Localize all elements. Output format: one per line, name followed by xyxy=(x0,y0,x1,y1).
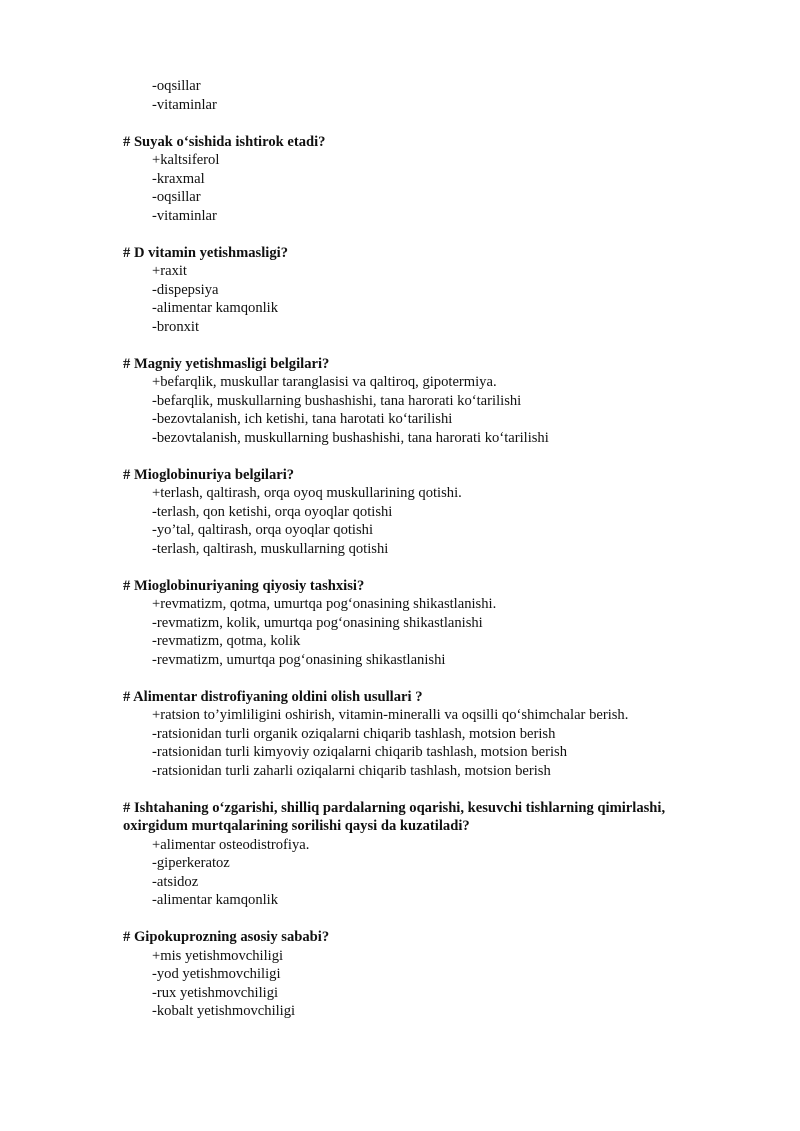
answer-option: -kraxmal xyxy=(152,170,205,187)
answer-option: +raxit xyxy=(152,263,187,279)
answer-option: -revmatizm, qotma, kolik xyxy=(152,633,301,649)
answer-option: -yod yetishmovchiligi xyxy=(152,966,281,982)
question-text: # D vitamin yetishmasligi? xyxy=(123,244,288,261)
answer-option: -dispepsiya xyxy=(152,281,219,298)
question-text: # Suyak o‘sishida ishtirok etadi? xyxy=(123,133,326,150)
answer-option: -yo’tal, qaltirash, orqa oyoqlar qotishi xyxy=(152,522,374,538)
question-text: # Gipokuprozning asosiy sababi? xyxy=(123,929,330,945)
answer-option: -ratsionidan turli organik oziqalarni chiqarib tashlash, motsion berish xyxy=(152,725,556,742)
answer-option: -ratsionidan turli kimyoviy oziqalarni chiqarib tashlash, motsion berish xyxy=(152,744,568,760)
answer-option: +kaltsiferol xyxy=(152,152,220,168)
answer-option: -terlash, qon ketishi, orqa oyoqlar qotishi xyxy=(152,503,393,520)
answer-option: -alimentar kamqonlik xyxy=(152,300,279,316)
answer-option: -terlash, qaltirash, muskullarning qotishi xyxy=(152,540,389,557)
question-text: # Alimentar distrofiyaning oldini olish usullari ? xyxy=(123,688,423,705)
answer-option: +mis yetishmovchiligi xyxy=(152,947,284,964)
answer-option: -revmatizm, umurtqa pog‘onasining shikastlanishi xyxy=(152,651,446,668)
answer-option: -giperkeratoz xyxy=(152,855,230,871)
question-text: # Ishtahaning o‘zgarishi, shilliq pardalarning oqarishi, kesuvchi tishlarning qimirlashi, xyxy=(123,799,666,816)
question-text: # Mioglobinuriyaning qiyosiy tashxisi? xyxy=(123,577,365,594)
answer-option: -bronxit xyxy=(152,318,200,335)
answer-option: +alimentar osteodistrofiya. xyxy=(152,836,310,853)
answer-option: -bezovtalanish, ich ketishi, tana harotati ko‘tarilishi xyxy=(152,411,453,427)
question-text: oxirgidum murtqalarining sorilishi qaysi da kuzatiladi? xyxy=(123,818,470,834)
answer-option: -revmatizm, kolik, umurtqa pog‘onasining shikastlanishi xyxy=(152,614,483,631)
answer-option: -vitaminlar xyxy=(152,96,217,113)
answer-option: +ratsion to’yimliligini oshirish, vitamin-mineralli va oqsilli qo‘shimchalar berish. xyxy=(152,707,629,723)
answer-option: -ratsionidan turli zaharli oziqalarni chiqarib tashlash, motsion berish xyxy=(152,762,551,779)
answer-option: -oqsillar xyxy=(152,189,201,205)
answer-option: +revmatizm, qotma, umurtqa pog‘onasining shikastlanishi. xyxy=(152,596,497,612)
answer-option: -rux yetishmovchiligi xyxy=(152,984,279,1001)
question-text: # Mioglobinuriya belgilari? xyxy=(123,466,295,483)
answer-option: -alimentar kamqonlik xyxy=(152,892,279,908)
answer-option: -kobalt yetishmovchiligi xyxy=(152,1003,296,1019)
answer-option: -atsidoz xyxy=(152,873,199,890)
answer-option: -vitaminlar xyxy=(152,207,217,224)
answer-option: -bezovtalanish, muskullarning bushashishi, tana harorati ko‘tarilishi xyxy=(152,429,549,446)
question-text: # Magniy yetishmasligi belgilari? xyxy=(123,355,330,372)
answer-option: -befarqlik, muskullarning bushashishi, tana harorati ko‘tarilishi xyxy=(152,392,522,409)
answer-option: -oqsillar xyxy=(152,78,201,94)
answer-option: +terlash, qaltirash, orqa oyoq muskullarining qotishi. xyxy=(152,485,462,501)
answer-option: +befarqlik, muskullar taranglasisi va qaltiroq, gipotermiya. xyxy=(152,374,497,390)
